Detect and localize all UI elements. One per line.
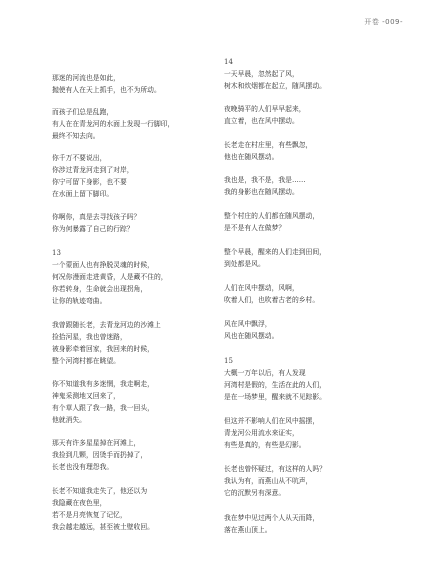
text-line: 你不知道我有多迷惘，我走啊走， xyxy=(52,380,154,388)
text-line: 神鬼采测地又回来了， xyxy=(52,392,120,400)
text-line: 树木和炊烟都在起立，随风摆动。 xyxy=(224,82,326,90)
text-line: 我会越走越远，甚至被土壁收回。 xyxy=(52,523,154,531)
text-line: 长老也没有理怨我。 xyxy=(52,463,114,471)
text-line: 我的身影也在随风摆动。 xyxy=(224,188,299,196)
section-number: 13 xyxy=(52,249,61,257)
text-line: 你千万不要说出， xyxy=(52,154,107,162)
text-line: 整个早晨，醒来的人们走到田间， xyxy=(224,248,326,256)
text-line: 让你的轨迹弯曲。 xyxy=(52,297,107,305)
text-line: 有个草人跟了我一路，我一回头， xyxy=(52,404,154,412)
text-line: 风在风中飘浮， xyxy=(224,320,272,328)
text-line: 整个村庄的人们都在随风摆动， xyxy=(224,212,320,220)
text-line: 我捡到几颗，因烫手而扔掉了， xyxy=(52,451,148,459)
text-line: 若不是月亮恢复了记忆， xyxy=(52,511,127,519)
text-line: 青龙河公用流水来证实， xyxy=(224,429,299,437)
text-line: 落在燕山顶上。 xyxy=(224,526,272,534)
text-line: 长老也曾怀疑过，有这样的人吗？ xyxy=(224,465,326,473)
text-line: 你若转身，生命就会出现拐角， xyxy=(52,285,148,293)
section-number: 15 xyxy=(224,357,233,365)
text-line: 他就消失。 xyxy=(52,416,86,424)
text-line: 夜晚骑平的人们早早起来， xyxy=(224,105,306,113)
text-line: 你涉过青龙河走到了对岸， xyxy=(52,166,134,174)
text-line: 抛使有人在天上抓手，也不为所动。 xyxy=(52,86,161,94)
text-line: 直立着，也在风中摆动。 xyxy=(224,117,299,125)
text-line: 一天早晨，忽然起了风， xyxy=(224,70,299,78)
text-line: 他也在随风摆动。 xyxy=(224,153,279,161)
text-line: 最终不知去向。 xyxy=(52,132,100,140)
text-line: 捡拾河星，我也曾迷路， xyxy=(52,333,127,341)
text-line: 整个河湾村都在眺望。 xyxy=(52,357,120,365)
text-line: 我认为有，而燕山从不吭声， xyxy=(224,477,313,485)
page-header: 开卷 -009- xyxy=(364,18,403,26)
text-line: 在水面上留下脚印。 xyxy=(52,190,114,198)
text-line: 大概一万年以后，有人发现 xyxy=(224,369,306,377)
text-line: 我也是，我不是，我是…… xyxy=(224,176,306,184)
section-number: 14 xyxy=(224,58,233,66)
text-line: 长老不知道我走失了，他还以为 xyxy=(52,487,148,495)
text-line: 是不是有人在做梦？ xyxy=(224,224,286,232)
text-line: 人们在风中摆动，风啊， xyxy=(224,284,299,292)
text-line: 你啊你，真是去寻找孩子吗？ xyxy=(52,213,141,221)
text-line: 到处都是风。 xyxy=(224,260,265,268)
text-line: 我在梦中见过两个人从天而降， xyxy=(224,514,320,522)
text-line: 那天有许多星星掉在河滩上， xyxy=(52,439,141,447)
text-line: 你为何暴露了自己的行踪？ xyxy=(52,225,134,233)
text-line: 而孩子们总是乱跑， xyxy=(52,108,114,116)
text-line: 我曾跟随长老，去青龙河边的沙滩上 xyxy=(52,321,161,329)
text-line: 那迷的河流也是如此， xyxy=(52,74,120,82)
text-line: 被身影牵着回家，我回来的时候， xyxy=(52,345,154,353)
text-line: 有人在在青龙河的水面上发现一行脚印， xyxy=(52,120,175,128)
text-line: 河湾村是假的，生活在此的人们， xyxy=(224,381,326,389)
text-line: 你宁可留下身影，也不要 xyxy=(52,178,127,186)
text-line: 但这并不影响人们在风中摇摆， xyxy=(224,417,320,425)
text-line: 它的沉默另有深意。 xyxy=(224,489,286,497)
text-line: 是在一场梦里，醒来就不见踪影。 xyxy=(224,393,326,401)
text-line: 风也在随风摆动。 xyxy=(224,332,279,340)
text-line: 我隐藏在夜色里， xyxy=(52,499,107,507)
text-line: 有些是真的，有些是幻影。 xyxy=(224,441,306,449)
text-line: 一个蒙面人也有挣脱灵魂的时候， xyxy=(52,261,154,269)
text-line: 何况你漫面走进黄昏，人是藏不住的， xyxy=(52,273,168,281)
text-line: 长老走在村庄里，有些飘忽， xyxy=(224,141,313,149)
text-line: 吹着人们，也吹着古老的乡村。 xyxy=(224,296,320,304)
